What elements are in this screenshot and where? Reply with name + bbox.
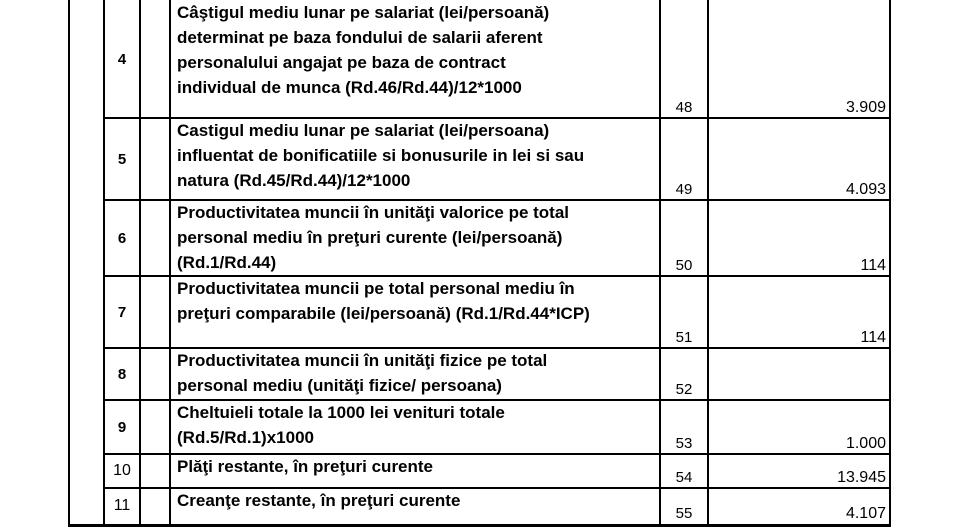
grid-line	[707, 0, 709, 527]
row-code: 52	[675, 381, 693, 398]
row-value: 114	[860, 329, 886, 346]
row-value: 114	[860, 257, 886, 274]
row-number: 11	[113, 497, 131, 514]
row-number: 10	[113, 462, 131, 479]
row-code: 55	[675, 505, 693, 522]
grid-line	[103, 275, 891, 277]
row-value: 13.945	[837, 469, 886, 486]
row-value: 4.107	[845, 505, 886, 522]
grid-line	[169, 0, 171, 527]
grid-line	[103, 117, 891, 119]
grid-line	[889, 0, 891, 527]
grid-line	[103, 453, 891, 455]
grid-line	[103, 399, 891, 401]
grid-line	[659, 0, 661, 527]
grid-line	[103, 487, 891, 489]
row-description: Castigul mediu lunar pe salariat (lei/persoana) influentat de bonificatiile si bonusurile in lei si sau natura (Rd.45/Rd.44)/12*1000	[177, 121, 585, 190]
grid-line	[68, 524, 891, 527]
row-code: 54	[675, 469, 693, 486]
row-code: 50	[675, 257, 693, 274]
row-value	[708, 348, 890, 400]
row-code: 49	[675, 181, 693, 198]
row-value: 4.093	[845, 181, 886, 198]
row-code: 53	[675, 435, 693, 452]
row-number: 7	[117, 303, 127, 321]
row-code: 48	[675, 99, 693, 116]
row-code: 51	[675, 329, 693, 346]
grid-line	[103, 199, 891, 201]
grid-line	[103, 0, 105, 527]
row-number: 6	[117, 229, 127, 247]
row-number: 5	[117, 150, 127, 168]
grid-line	[68, 0, 70, 527]
row-description: Productivitatea muncii în unităţi valorice pe total personal mediu în preţuri curente (lei/persoană) (Rd.1/Rd.44)	[177, 203, 570, 272]
row-description: Creanţe restante, în preţuri curente	[177, 491, 461, 510]
row-description: Productivitatea muncii pe total personal mediu în preţuri comparabile (lei/persoană) (Rd.1/Rd.44*ICP)	[177, 279, 590, 323]
row-description: Plăţi restante, în preţuri curente	[177, 457, 434, 476]
row-number: 4	[117, 50, 127, 68]
row-number: 9	[117, 418, 127, 436]
row-value: 1.000	[845, 435, 886, 452]
row-description: Câştigul mediu lunar pe salariat (lei/persoană) determinat pe baza fondului de salarii aferent personalului angajat pe baza de contract individual de munca (Rd.46/Rd.44)/12*1000	[177, 3, 550, 97]
row-number: 8	[117, 365, 127, 383]
grid-line	[139, 0, 141, 527]
grid-line	[103, 347, 891, 349]
row-value: 3.909	[845, 99, 886, 116]
row-description: Productivitatea muncii în unităţi fizice pe total personal mediu (unităţi fizice/ persoana)	[177, 351, 548, 395]
row-description: Cheltuieli totale la 1000 lei venituri totale (Rd.5/Rd.1)x1000	[177, 403, 505, 447]
